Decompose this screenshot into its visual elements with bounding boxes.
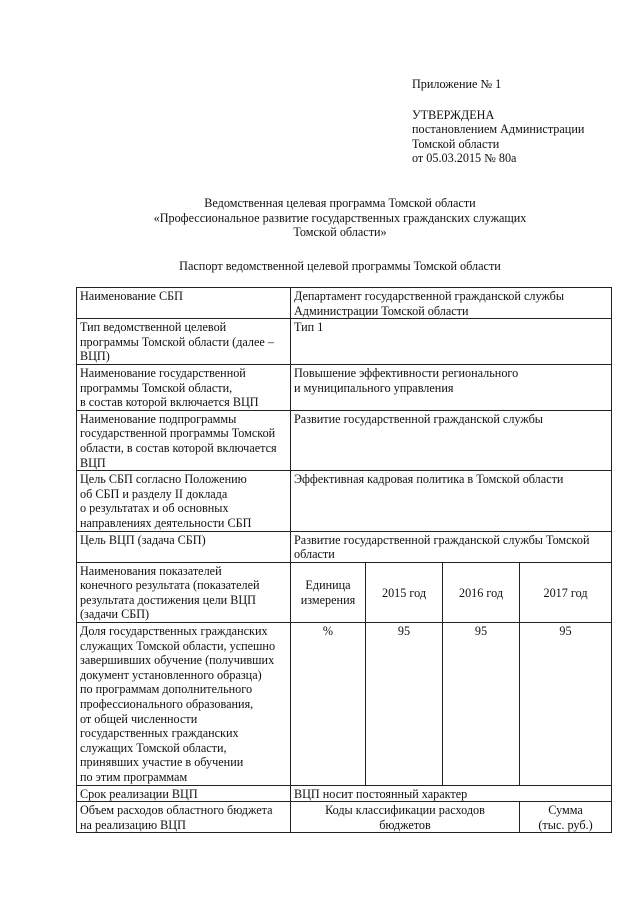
- passport-table: [76, 287, 612, 833]
- budget-label: Объем расходов областного бюджета на реализацию ВЦП: [77, 802, 291, 833]
- term-label: Срок реализации ВЦП: [77, 785, 291, 802]
- row-value: Эффективная кадровая политика в Томской области: [291, 471, 612, 531]
- table-row: [77, 531, 612, 562]
- table-row: [77, 319, 612, 365]
- row-value: Департамент государственной гражданской службы Администрации Томской области: [291, 288, 612, 319]
- year-2015-header: 2015 год: [366, 562, 443, 622]
- term-value: ВЦП носит постоянный характер: [291, 785, 612, 802]
- table-row: [77, 471, 612, 531]
- indicators-label: Наименования показателей конечного результата (показателей результата достижения цели ВЦП (задачи СБП): [77, 562, 291, 622]
- budget-codes-header: Коды классификации расходов бюджетов: [291, 802, 520, 833]
- row-value: Повышение эффективности регионального и муниципального управления: [291, 364, 612, 410]
- appendix-label: Приложение № 1: [412, 77, 502, 91]
- table-row: [77, 288, 612, 319]
- row-label: Наименование государственной программы Томской области, в состав которой включается ВЦП: [77, 364, 291, 410]
- approved-line-2: Томской области: [412, 136, 500, 151]
- table-row: [77, 410, 612, 470]
- row-label: Наименование СБП: [77, 288, 291, 319]
- approved-line-3: от 05.03.2015 № 80а: [412, 151, 517, 166]
- approval-block: [412, 77, 632, 166]
- indicator-value-2017: 95: [520, 623, 612, 786]
- approved-line-1: постановлением Администрации: [412, 122, 585, 137]
- term-row: [77, 785, 612, 802]
- row-value: Тип 1: [291, 319, 612, 365]
- approved-label: УТВЕРЖДЕНА: [412, 107, 495, 122]
- indicator-value-2015: 95: [366, 623, 443, 786]
- row-label: Наименование подпрограммы государственной программы Томской области, в состав которой включается ВЦП: [77, 410, 291, 470]
- budget-row: [77, 802, 612, 833]
- title-line-1: Ведомственная целевая программа Томской области: [204, 196, 476, 210]
- table-row: [77, 364, 612, 410]
- indicator-row: [77, 623, 612, 786]
- row-label: Тип ведомственной целевой программы Томской области (далее – ВЦП): [77, 319, 291, 365]
- year-2016-header: 2016 год: [443, 562, 520, 622]
- indicator-value-2016: 95: [443, 623, 520, 786]
- unit-header: Единица измерения: [291, 562, 366, 622]
- budget-sum-header: Сумма (тыс. руб.): [520, 802, 612, 833]
- passport-title: Паспорт ведомственной целевой программы Томской области: [179, 259, 501, 273]
- document-title: [40, 196, 640, 240]
- row-label: Цель СБП согласно Положению об СБП и разделу II доклада о результатах и об основных направлениях деятельности СБП: [77, 471, 291, 531]
- indicator-header-row: [77, 562, 612, 622]
- title-line-3: Томской области»: [293, 225, 387, 240]
- row-value: Развитие государственной гражданской службы Томской области: [291, 531, 612, 562]
- year-2017-header: 2017 год: [520, 562, 612, 622]
- indicator-unit: %: [291, 623, 366, 786]
- indicator-label: Доля государственных гражданских служащих Томской области, успешно завершивших обучение (получивших документ установленного образца) по программам дополнительного профессионального образования, от общей численности государственных гражданских служащих Томской области, принявших участие в обучении по этим программам: [77, 623, 291, 786]
- row-value: Развитие государственной гражданской службы: [291, 410, 612, 470]
- title-line-2: «Профессиональное развитие государственных гражданских служащих: [153, 210, 527, 225]
- row-label: Цель ВЦП (задача СБП): [77, 531, 291, 562]
